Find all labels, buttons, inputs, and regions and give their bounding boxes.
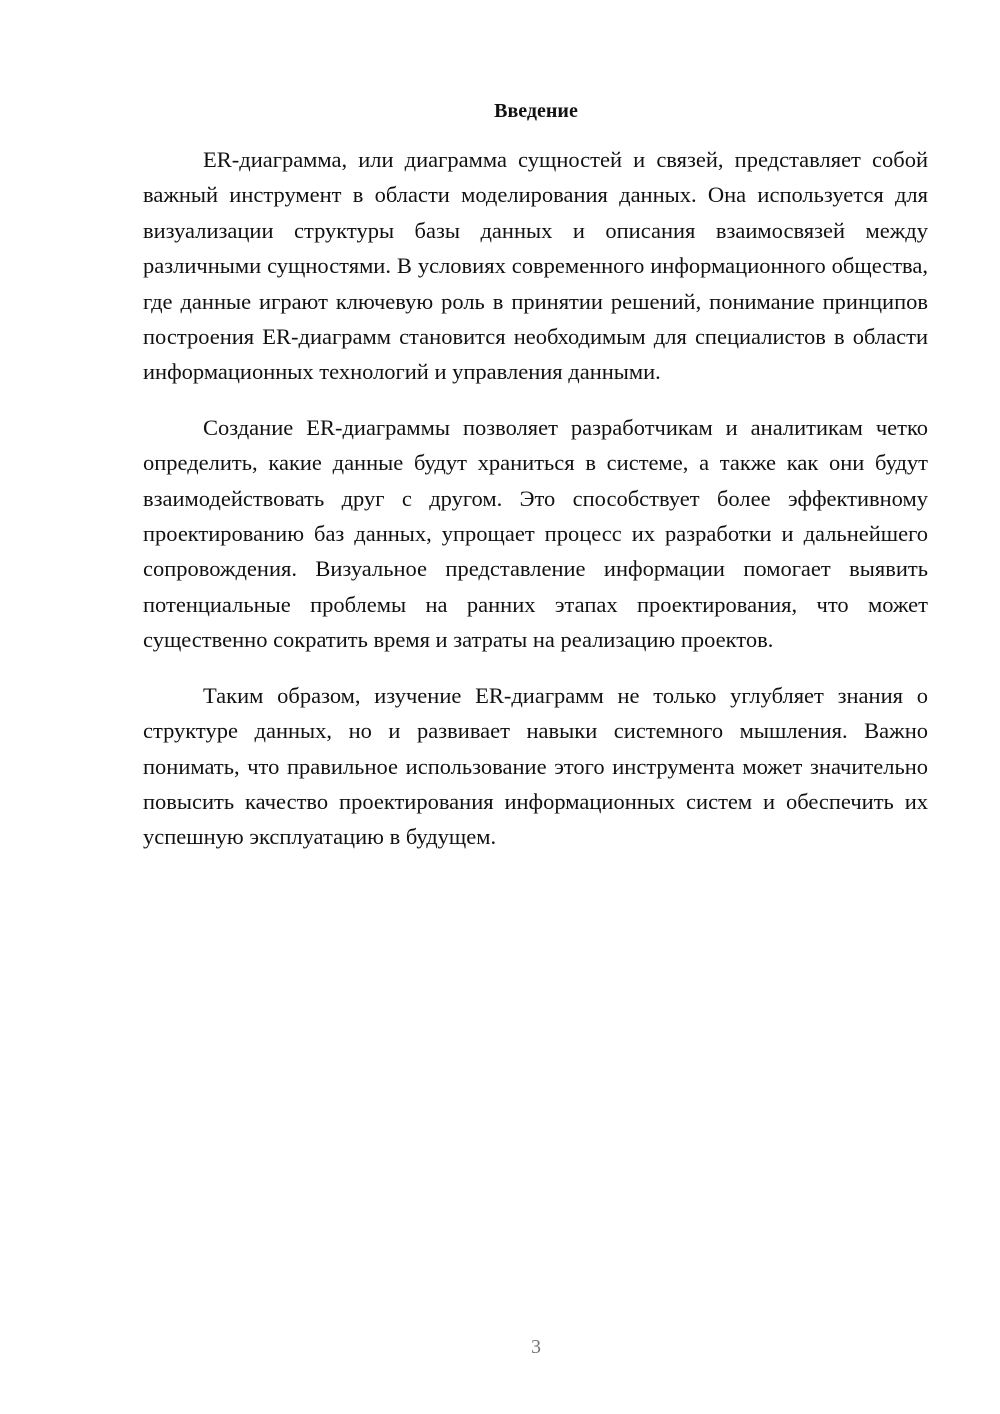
paragraph-1: ER-диаграмма, или диаграмма сущностей и связей, представляет собой важный инструмент в области моделирования данных. Она используется для визуализации структуры базы данных и описания взаимосвязей между различными сущностями. В условиях современного информационного общества, где данные играют ключевую роль в принятии решений, понимание принципов построения ER-диаграмм становится необходимым для специалистов в области информационных технологий и управления данными.: [143, 147, 928, 385]
page-number: 3: [531, 1336, 541, 1358]
body-text: [143, 142, 928, 875]
paragraph-2: Создание ER-диаграммы позволяет разработчикам и аналитикам четко определить, какие данные будут храниться в системе, а также как они будут взаимодействовать друг с другом. Это способствует более эффективному проектированию баз данных, упрощает процесс их разработки и дальнейшего сопровождения. Визуальное представление информации помогает выявить потенциальные проблемы на ранних этапах проектирования, что может существенно сократить время и затраты на реализацию проектов.: [143, 414, 928, 653]
paragraph-3: Таким образом, изучение ER-диаграмм не только углубляет знания о структуре данных, но и развивает навыки системного мышления. Важно понимать, что правильное использование этого инструмента может значительно повысить качество проектирования информационных систем и обеспечить их успешную эксплуатацию в будущем.: [143, 682, 928, 850]
page-title: Введение: [494, 100, 578, 122]
